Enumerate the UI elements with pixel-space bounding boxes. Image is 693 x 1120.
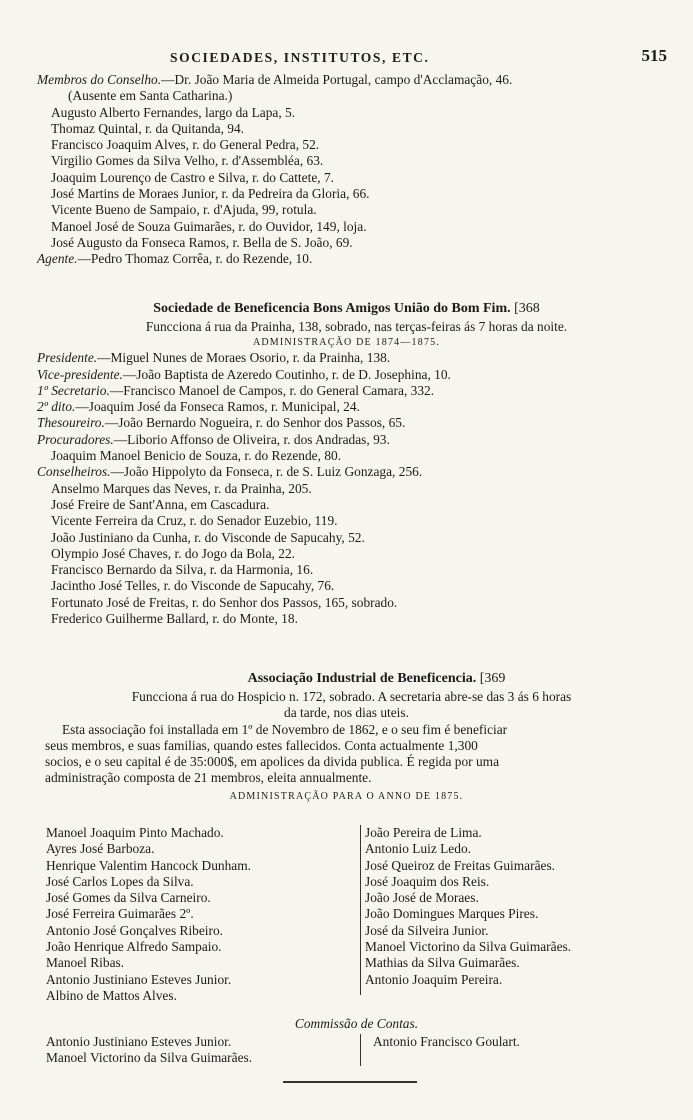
member-line: José Carlos Lopes da Silva. <box>46 873 194 889</box>
entry-line: Presidente.—Miguel Nunes de Moraes Osorio, r. da Prainha, 138. <box>37 350 391 366</box>
meeting-info: Funcciona á rua da Prainha, 138, sobrado, nas terças-feiras ás 7 horas da noite. <box>145 319 568 334</box>
entry-line: João Justiniano da Cunha, r. do Visconde de Sapucahy, 52. <box>51 529 365 545</box>
commission-left <box>46 1034 356 1067</box>
entry-line: José Augusto da Fonseca Ramos, r. Bella de S. João, 69. <box>51 234 353 250</box>
entry-line: Manoel José de Souza Guimarães, r. do Ouvidor, 149, loja. <box>51 218 367 234</box>
member-line: José Joaquim dos Reis. <box>365 873 490 889</box>
bons-amigos-section <box>0 298 693 627</box>
commission-columns <box>0 1034 693 1070</box>
meeting-info: da tarde, nos dias uteis. <box>284 705 409 721</box>
entry-line: Olympio José Chaves, r. do Jogo da Bola, 22. <box>51 545 295 561</box>
member-line: José da Silveira Junior. <box>365 922 489 938</box>
entry-line: Vicente Bueno de Sampaio, r. d'Ajuda, 99, rotula. <box>51 202 317 218</box>
entry-line: Jacintho José Telles, r. do Visconde de Sapucahy, 76. <box>51 578 335 594</box>
member-line: José Queiroz de Freitas Guimarães. <box>365 857 556 873</box>
member-line: Ayres José Barboza. <box>46 841 155 857</box>
entry-line: Thomaz Quintal, r. da Quitanda, 94. <box>51 120 244 136</box>
entry-line: Vice-presidente.—João Baptista de Azeredo Coutinho, r. de D. Josephina, 10. <box>37 366 451 382</box>
member-line: Manoel Victorino da Silva Guimarães. <box>46 1050 253 1066</box>
member-line: João Henrique Alfredo Sampaio. <box>46 939 222 955</box>
member-line: Antonio Justiniano Esteves Junior. <box>46 1034 232 1049</box>
member-line: Antonio Justiniano Esteves Junior. <box>46 971 232 987</box>
entry-line: Fortunato José de Freitas, r. do Senhor dos Passos, 165, sobrado. <box>51 594 398 610</box>
member-line: Antonio Luiz Ledo. <box>365 841 471 857</box>
end-rule <box>283 1081 417 1083</box>
paragraph-line: Esta associação foi installada em 1º de Novembro de 1862, e o seu fim é beneficiar <box>62 721 508 737</box>
section-number: [369 <box>479 671 506 686</box>
entry-line: José Martins de Moraes Junior, r. da Pedreira da Gloria, 66. <box>51 186 370 202</box>
member-line: João Domingues Marques Pires. <box>365 906 539 922</box>
conselho-section <box>0 72 693 268</box>
entry-line: 1º Secretario.—Francisco Manoel de Campos, r. do General Camara, 332. <box>37 382 435 398</box>
paragraph-line: administração composta de 21 membros, eleita annualmente. <box>45 770 372 786</box>
member-line: Manoel Joaquim Pinto Machado. <box>46 825 224 840</box>
entry-line: Virgilio Gomes da Silva Velho, r. d'Assembléa, 63. <box>51 153 324 169</box>
member-line: Manoel Ribas. <box>46 955 125 971</box>
entry-line: Francisco Bernardo da Silva, r. da Harmonia, 16. <box>51 562 314 578</box>
entry-line: Joaquim Lourenço de Castro e Silva, r. do Cattete, 7. <box>51 169 335 185</box>
entry-line: Vicente Ferreira da Cruz, r. do Senador Euzebio, 119. <box>51 513 338 529</box>
administration-title: ADMINISTRAÇÃO DE 1874—1875. <box>252 337 441 349</box>
member-line: Antonio Joaquim Pereira. <box>365 971 503 987</box>
entry-line: Francisco Joaquim Alves, r. do General Pedra, 52. <box>51 137 320 153</box>
paragraph-line: seus membros, e suas familias, quando estes fallecidos. Conta actualmente 1,300 <box>45 737 478 753</box>
entry-line: Conselheiros.—João Hippolyto da Fonseca, r. de S. Luiz Gonzaga, 256. <box>37 464 423 480</box>
member-line: José Ferreira Guimarães 2º. <box>46 906 194 922</box>
section-heading: Associação Industrial de Beneficencia. [369 <box>247 671 506 686</box>
entry-line: Joaquim Manoel Benicio de Souza, r. do Rezende, 80. <box>51 448 342 464</box>
entry-line: Procuradores.—Liborio Affonso de Oliveira, r. dos Andradas, 93. <box>37 431 390 447</box>
left-column <box>46 825 356 1004</box>
section-number: [368 <box>514 301 540 316</box>
right-column <box>360 825 675 995</box>
entry-line: Membros do Conselho.—Dr. João Maria de Almeida Portugal, campo d'Acclamação, 46. <box>37 72 513 87</box>
entry-line: Anselmo Marques das Neves, r. da Prainha, 205. <box>51 480 312 496</box>
administration-columns <box>0 825 693 1015</box>
member-line: João Pereira de Lima. <box>365 825 482 840</box>
page-header <box>0 46 693 70</box>
associacao-industrial-section <box>0 668 693 804</box>
entry-line: (Ausente em Santa Catharina.) <box>68 88 233 104</box>
entry-line: José Freire de Sant'Anna, em Cascadura. <box>51 496 270 512</box>
meeting-info: Funcciona á rua do Hospicio n. 172, sobrado. A secretaria abre-se das 3 ás 6 horas <box>131 689 572 704</box>
member-line: José Gomes da Silva Carneiro. <box>46 890 211 906</box>
commission-section <box>0 1016 693 1032</box>
paragraph-line: socios, e o seu capital é de 35:000$, em apolices da divida publica. É regida por uma <box>45 754 500 770</box>
member-line: Mathias da Silva Guimarães. <box>365 955 520 971</box>
member-line: Manoel Victorino da Silva Guimarães. <box>365 939 572 955</box>
member-line: Henrique Valentim Hancock Dunham. <box>46 857 252 873</box>
section-heading: Sociedade de Beneficencia Bons Amigos União do Bom Fim. [368 <box>153 301 540 316</box>
entry-line: Augusto Alberto Fernandes, largo da Lapa, 5. <box>51 104 296 120</box>
entry-line: Thesoureiro.—João Bernardo Nogueira, r. do Senhor dos Passos, 65. <box>37 415 406 431</box>
member-line: Antonio José Gonçalves Ribeiro. <box>46 922 224 938</box>
member-line: Antonio Francisco Goulart. <box>373 1034 520 1049</box>
commission-right <box>360 1034 683 1066</box>
entry-line: Agente.—Pedro Thomaz Corrêa, r. do Rezende, 10. <box>37 251 313 267</box>
member-line: Albino de Mattos Alves. <box>46 987 177 1003</box>
page-number: 515 <box>641 46 667 65</box>
entry-line: Frederico Guilherme Ballard, r. do Monte, 18. <box>51 611 298 627</box>
administration-title: ADMINISTRAÇÃO PARA O ANNO DE 1875. <box>229 790 464 802</box>
running-title: SOCIEDADES, INSTITUTOS, ETC. <box>170 50 430 65</box>
commission-title: Commissão de Contas. <box>294 1016 419 1031</box>
entry-line: 2º dito.—Joaquim José da Fonseca Ramos, r. Municipal, 24. <box>37 399 360 415</box>
member-line: João José de Moraes. <box>365 890 479 906</box>
